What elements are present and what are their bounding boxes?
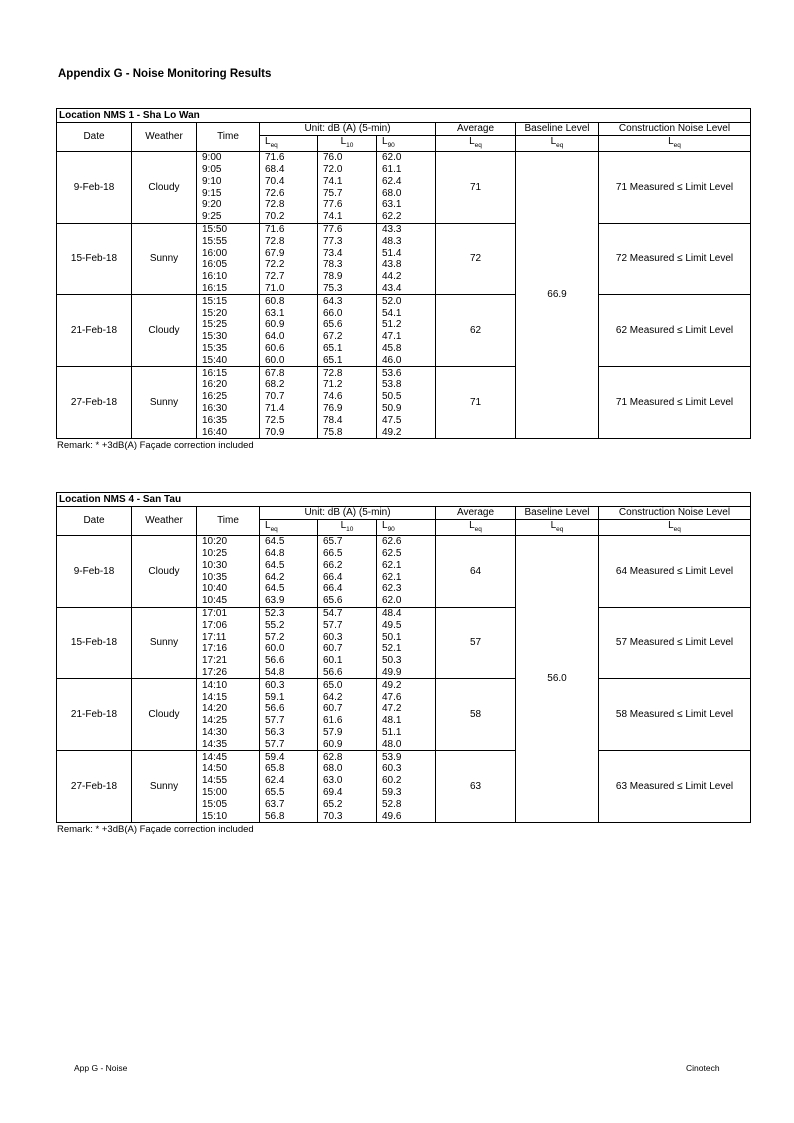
l-subscript: eq	[556, 141, 564, 149]
l90-cell: 60.3	[377, 763, 436, 775]
leq-cell: 72.8	[260, 235, 318, 247]
time-cell: 15:30	[197, 331, 260, 343]
leq-cell: 65.5	[260, 787, 318, 799]
l-symbol: L	[469, 519, 475, 531]
time-cell: 17:16	[197, 643, 260, 655]
l90-cell: 49.6	[377, 810, 436, 822]
leq-cell: 60.9	[260, 319, 318, 331]
time-cell: 10:25	[197, 548, 260, 560]
construction-cell: 63 Measured ≤ Limit Level	[599, 751, 751, 823]
date-cell: 9-Feb-18	[57, 535, 132, 607]
l10-cell: 60.1	[318, 655, 377, 667]
time-cell: 14:30	[197, 727, 260, 739]
leq-cell: 64.5	[260, 583, 318, 595]
average-leq-header	[436, 135, 516, 151]
l-symbol: L	[265, 519, 271, 531]
time-cell: 9:05	[197, 164, 260, 176]
l10-cell: 76.9	[318, 403, 377, 415]
time-cell: 16:25	[197, 391, 260, 403]
l90-cell: 62.1	[377, 559, 436, 571]
average-leq-header	[436, 519, 516, 535]
l-symbol: L	[382, 519, 388, 531]
l10-cell: 65.1	[318, 354, 377, 366]
construction-leq-header	[599, 519, 751, 535]
l90-cell: 52.8	[377, 798, 436, 810]
time-cell: 14:55	[197, 775, 260, 787]
table-row	[57, 751, 751, 763]
l10-cell: 62.8	[318, 751, 377, 763]
leq-cell: 71.6	[260, 223, 318, 235]
l10-cell: 70.3	[318, 810, 377, 822]
time-cell: 14:45	[197, 751, 260, 763]
l90-cell: 53.6	[377, 367, 436, 379]
average-cell: 62	[436, 295, 516, 367]
time-cell: 9:15	[197, 187, 260, 199]
l10-cell: 66.0	[318, 307, 377, 319]
l10-cell: 77.3	[318, 235, 377, 247]
time-cell: 15:10	[197, 810, 260, 822]
time-cell: 15:05	[197, 798, 260, 810]
time-cell: 16:05	[197, 259, 260, 271]
l-symbol: L	[668, 135, 674, 147]
leq-cell: 60.0	[260, 643, 318, 655]
l90-cell: 47.1	[377, 331, 436, 343]
weather-header: Weather	[132, 123, 197, 152]
l90-cell: 52.0	[377, 295, 436, 307]
time-cell: 10:35	[197, 571, 260, 583]
l-symbol: L	[668, 519, 674, 531]
l90-header	[377, 135, 436, 151]
leq-cell: 71.6	[260, 151, 318, 163]
time-cell: 15:55	[197, 235, 260, 247]
time-cell: 10:45	[197, 595, 260, 607]
page-title: Appendix G - Noise Monitoring Results	[58, 68, 272, 80]
l10-cell: 73.4	[318, 247, 377, 259]
time-cell: 15:35	[197, 343, 260, 355]
date-cell: 27-Feb-18	[57, 367, 132, 439]
l-symbol: L	[340, 135, 347, 147]
leq-cell: 65.8	[260, 763, 318, 775]
leq-cell: 63.9	[260, 595, 318, 607]
l90-cell: 59.3	[377, 787, 436, 799]
l90-cell: 49.2	[377, 679, 436, 691]
l10-cell: 72.8	[318, 367, 377, 379]
weather-header: Weather	[132, 507, 197, 536]
l10-cell: 66.4	[318, 583, 377, 595]
l90-cell: 50.1	[377, 631, 436, 643]
leq-cell: 64.8	[260, 548, 318, 560]
leq-cell: 70.4	[260, 175, 318, 187]
l90-cell: 48.4	[377, 607, 436, 619]
l90-cell: 62.5	[377, 548, 436, 560]
construction-cell: 57 Measured ≤ Limit Level	[599, 607, 751, 679]
date-cell: 21-Feb-18	[57, 679, 132, 751]
table-row	[57, 535, 751, 547]
l10-cell: 65.0	[318, 679, 377, 691]
time-header: Time	[197, 123, 260, 152]
l10-cell: 66.2	[318, 559, 377, 571]
leq-cell: 64.0	[260, 331, 318, 343]
l90-cell: 43.3	[377, 223, 436, 235]
time-cell: 15:50	[197, 223, 260, 235]
l10-cell: 54.7	[318, 607, 377, 619]
l10-cell: 56.6	[318, 667, 377, 679]
footer-right-label: Cinotech	[686, 1063, 720, 1073]
leq-cell: 56.8	[260, 810, 318, 822]
l10-cell: 64.3	[318, 295, 377, 307]
l90-cell: 54.1	[377, 307, 436, 319]
l90-cell: 48.0	[377, 738, 436, 750]
leq-cell: 56.3	[260, 727, 318, 739]
time-cell: 14:20	[197, 703, 260, 715]
noise-table-section	[56, 108, 750, 451]
location-row	[57, 493, 751, 507]
date-cell: 27-Feb-18	[57, 751, 132, 823]
time-cell: 16:10	[197, 271, 260, 283]
time-cell: 10:40	[197, 583, 260, 595]
l90-cell: 47.5	[377, 414, 436, 426]
leq-cell: 64.2	[260, 571, 318, 583]
leq-cell: 59.1	[260, 691, 318, 703]
leq-cell: 56.6	[260, 655, 318, 667]
l-subscript: 10	[346, 141, 354, 149]
time-cell: 17:21	[197, 655, 260, 667]
l10-cell: 65.7	[318, 535, 377, 547]
l10-cell: 77.6	[318, 223, 377, 235]
l90-cell: 50.5	[377, 391, 436, 403]
construction-cell: 62 Measured ≤ Limit Level	[599, 295, 751, 367]
l10-cell: 68.0	[318, 763, 377, 775]
l10-cell: 74.6	[318, 391, 377, 403]
leq-cell: 56.6	[260, 703, 318, 715]
baseline-header: Baseline Level	[516, 123, 599, 136]
l-subscript: eq	[673, 525, 681, 533]
l90-cell: 51.2	[377, 319, 436, 331]
l10-cell: 74.1	[318, 175, 377, 187]
l-symbol: L	[550, 135, 557, 147]
l10-cell: 75.3	[318, 283, 377, 295]
leq-cell: 68.2	[260, 379, 318, 391]
table-row	[57, 223, 751, 235]
time-cell: 16:15	[197, 283, 260, 295]
l10-cell: 71.2	[318, 379, 377, 391]
construction-cell: 72 Measured ≤ Limit Level	[599, 223, 751, 295]
leq-cell: 55.2	[260, 619, 318, 631]
location-title: Location NMS 1 - Sha Lo Wan	[57, 109, 751, 123]
footer-left-label: App G - Noise	[74, 1063, 128, 1073]
average-cell: 72	[436, 223, 516, 295]
leq-cell: 71.0	[260, 283, 318, 295]
baseline-cell: 56.0	[516, 535, 599, 822]
leq-cell: 67.8	[260, 367, 318, 379]
l90-cell: 62.0	[377, 595, 436, 607]
l90-cell: 43.4	[377, 283, 436, 295]
leq-cell: 70.9	[260, 426, 318, 438]
leq-cell: 60.3	[260, 679, 318, 691]
leq-cell: 72.8	[260, 199, 318, 211]
average-cell: 71	[436, 151, 516, 223]
noise-results-table	[56, 108, 751, 439]
l-symbol: L	[469, 135, 475, 147]
time-cell: 9:00	[197, 151, 260, 163]
l90-cell: 62.4	[377, 175, 436, 187]
date-cell: 15-Feb-18	[57, 223, 132, 295]
l10-cell: 78.3	[318, 259, 377, 271]
average-cell: 63	[436, 751, 516, 823]
l10-cell: 75.7	[318, 187, 377, 199]
average-cell: 64	[436, 535, 516, 607]
time-cell: 10:30	[197, 559, 260, 571]
l10-cell: 75.8	[318, 426, 377, 438]
time-cell: 14:15	[197, 691, 260, 703]
l-symbol: L	[265, 135, 271, 147]
leq-cell: 67.9	[260, 247, 318, 259]
l-subscript: 90	[387, 141, 395, 149]
time-cell: 9:25	[197, 211, 260, 223]
l-subscript: 10	[346, 525, 354, 533]
remark-note: Remark: * +3dB(A) Façade correction included	[57, 439, 254, 451]
table-row	[57, 607, 751, 619]
time-cell: 16:40	[197, 426, 260, 438]
leq-cell: 72.7	[260, 271, 318, 283]
leq-cell: 72.2	[260, 259, 318, 271]
leq-cell: 71.4	[260, 403, 318, 415]
leq-cell: 57.7	[260, 715, 318, 727]
l90-cell: 45.8	[377, 343, 436, 355]
l10-cell: 74.1	[318, 211, 377, 223]
l90-cell: 52.1	[377, 643, 436, 655]
l90-cell: 49.9	[377, 667, 436, 679]
l90-cell: 60.2	[377, 775, 436, 787]
leq-cell: 54.8	[260, 667, 318, 679]
time-cell: 15:40	[197, 354, 260, 366]
l10-cell: 63.0	[318, 775, 377, 787]
l-subscript: 90	[387, 525, 395, 533]
time-cell: 15:15	[197, 295, 260, 307]
leq-cell: 63.1	[260, 307, 318, 319]
leq-cell: 72.6	[260, 187, 318, 199]
l10-cell: 65.1	[318, 343, 377, 355]
l-subscript: eq	[474, 141, 482, 149]
l90-cell: 68.0	[377, 187, 436, 199]
l-subscript: eq	[270, 525, 278, 533]
time-cell: 16:35	[197, 414, 260, 426]
l90-cell: 46.0	[377, 354, 436, 366]
time-cell: 16:15	[197, 367, 260, 379]
leq-cell: 60.0	[260, 354, 318, 366]
l90-cell: 47.2	[377, 703, 436, 715]
l10-cell: 57.9	[318, 727, 377, 739]
l10-cell: 69.4	[318, 787, 377, 799]
l10-cell: 78.9	[318, 271, 377, 283]
l-subscript: eq	[556, 525, 564, 533]
baseline-header: Baseline Level	[516, 507, 599, 520]
leq-cell: 60.8	[260, 295, 318, 307]
l10-cell: 60.9	[318, 738, 377, 750]
time-cell: 10:20	[197, 535, 260, 547]
leq-cell: 59.4	[260, 751, 318, 763]
time-cell: 14:10	[197, 679, 260, 691]
time-cell: 15:25	[197, 319, 260, 331]
leq-cell: 68.4	[260, 164, 318, 176]
remark-note: Remark: * +3dB(A) Façade correction included	[57, 823, 254, 835]
time-cell: 16:20	[197, 379, 260, 391]
leq-cell: 72.5	[260, 414, 318, 426]
noise-table-section	[56, 492, 750, 835]
l10-cell: 65.6	[318, 595, 377, 607]
construction-header: Construction Noise Level	[599, 123, 751, 136]
weather-cell: Cloudy	[132, 295, 197, 367]
leq-cell: 63.7	[260, 798, 318, 810]
baseline-cell: 66.9	[516, 151, 599, 438]
l90-cell: 53.9	[377, 751, 436, 763]
weather-cell: Sunny	[132, 223, 197, 295]
weather-cell: Sunny	[132, 607, 197, 679]
l-symbol: L	[382, 135, 388, 147]
construction-cell: 64 Measured ≤ Limit Level	[599, 535, 751, 607]
l90-cell: 49.2	[377, 426, 436, 438]
l90-cell: 48.1	[377, 715, 436, 727]
noise-results-table	[56, 492, 751, 823]
l10-cell: 65.6	[318, 319, 377, 331]
l10-cell: 64.2	[318, 691, 377, 703]
time-cell: 17:06	[197, 619, 260, 631]
l10-header	[318, 135, 377, 151]
l10-cell: 65.2	[318, 798, 377, 810]
l90-cell: 50.3	[377, 655, 436, 667]
weather-cell: Cloudy	[132, 151, 197, 223]
l90-cell: 63.1	[377, 199, 436, 211]
time-cell: 9:20	[197, 199, 260, 211]
construction-header: Construction Noise Level	[599, 507, 751, 520]
l10-cell: 66.5	[318, 548, 377, 560]
time-cell: 16:30	[197, 403, 260, 415]
leq-cell: 70.7	[260, 391, 318, 403]
l90-cell: 62.6	[377, 535, 436, 547]
l90-cell: 62.3	[377, 583, 436, 595]
l90-cell: 51.1	[377, 727, 436, 739]
l90-cell: 62.0	[377, 151, 436, 163]
time-header: Time	[197, 507, 260, 536]
unit-header: Unit: dB (A) (5-min)	[260, 123, 436, 136]
construction-cell: 71 Measured ≤ Limit Level	[599, 151, 751, 223]
l10-cell: 60.7	[318, 643, 377, 655]
table-row	[57, 295, 751, 307]
time-cell: 17:01	[197, 607, 260, 619]
l10-cell: 61.6	[318, 715, 377, 727]
l90-cell: 61.1	[377, 164, 436, 176]
time-cell: 16:00	[197, 247, 260, 259]
table-row	[57, 367, 751, 379]
l90-cell: 44.2	[377, 271, 436, 283]
leq-cell: 62.4	[260, 775, 318, 787]
construction-leq-header	[599, 135, 751, 151]
l90-cell: 62.2	[377, 211, 436, 223]
l-subscript: eq	[474, 525, 482, 533]
time-cell: 9:10	[197, 175, 260, 187]
time-cell: 14:25	[197, 715, 260, 727]
time-cell: 14:35	[197, 738, 260, 750]
time-cell: 15:20	[197, 307, 260, 319]
l10-cell: 57.7	[318, 619, 377, 631]
l10-cell: 72.0	[318, 164, 377, 176]
date-cell: 21-Feb-18	[57, 295, 132, 367]
average-cell: 57	[436, 607, 516, 679]
l10-cell: 66.4	[318, 571, 377, 583]
time-cell: 15:00	[197, 787, 260, 799]
l90-cell: 51.4	[377, 247, 436, 259]
l10-header	[318, 519, 377, 535]
leq-cell: 64.5	[260, 559, 318, 571]
table-row	[57, 151, 751, 163]
header-row	[57, 507, 751, 520]
l-symbol: L	[550, 519, 557, 531]
l10-cell: 78.4	[318, 414, 377, 426]
baseline-leq-header	[516, 135, 599, 151]
l10-cell: 77.6	[318, 199, 377, 211]
date-header: Date	[57, 123, 132, 152]
l-symbol: L	[340, 519, 347, 531]
l10-cell: 76.0	[318, 151, 377, 163]
l-subscript: eq	[673, 141, 681, 149]
baseline-leq-header	[516, 519, 599, 535]
location-title: Location NMS 4 - San Tau	[57, 493, 751, 507]
l90-cell: 53.8	[377, 379, 436, 391]
date-cell: 9-Feb-18	[57, 151, 132, 223]
construction-cell: 71 Measured ≤ Limit Level	[599, 367, 751, 439]
l90-cell: 43.8	[377, 259, 436, 271]
l-subscript: eq	[270, 141, 278, 149]
leq-cell: 70.2	[260, 211, 318, 223]
l10-cell: 60.7	[318, 703, 377, 715]
leq-header	[260, 135, 318, 151]
leq-cell: 57.7	[260, 738, 318, 750]
l90-cell: 62.1	[377, 571, 436, 583]
weather-cell: Sunny	[132, 751, 197, 823]
average-cell: 58	[436, 679, 516, 751]
time-cell: 17:26	[197, 667, 260, 679]
leq-cell: 57.2	[260, 631, 318, 643]
l90-cell: 48.3	[377, 235, 436, 247]
time-cell: 17:11	[197, 631, 260, 643]
time-cell: 14:50	[197, 763, 260, 775]
average-cell: 71	[436, 367, 516, 439]
location-row	[57, 109, 751, 123]
date-cell: 15-Feb-18	[57, 607, 132, 679]
construction-cell: 58 Measured ≤ Limit Level	[599, 679, 751, 751]
leq-cell: 60.6	[260, 343, 318, 355]
l90-cell: 49.5	[377, 619, 436, 631]
date-header: Date	[57, 507, 132, 536]
l90-cell: 47.6	[377, 691, 436, 703]
average-header: Average	[436, 123, 516, 136]
weather-cell: Sunny	[132, 367, 197, 439]
header-row	[57, 123, 751, 136]
leq-cell: 64.5	[260, 535, 318, 547]
table-row	[57, 679, 751, 691]
leq-cell: 52.3	[260, 607, 318, 619]
l90-cell: 50.9	[377, 403, 436, 415]
l10-cell: 60.3	[318, 631, 377, 643]
average-header: Average	[436, 507, 516, 520]
weather-cell: Cloudy	[132, 535, 197, 607]
l90-header	[377, 519, 436, 535]
leq-header	[260, 519, 318, 535]
weather-cell: Cloudy	[132, 679, 197, 751]
unit-header: Unit: dB (A) (5-min)	[260, 507, 436, 520]
l10-cell: 67.2	[318, 331, 377, 343]
